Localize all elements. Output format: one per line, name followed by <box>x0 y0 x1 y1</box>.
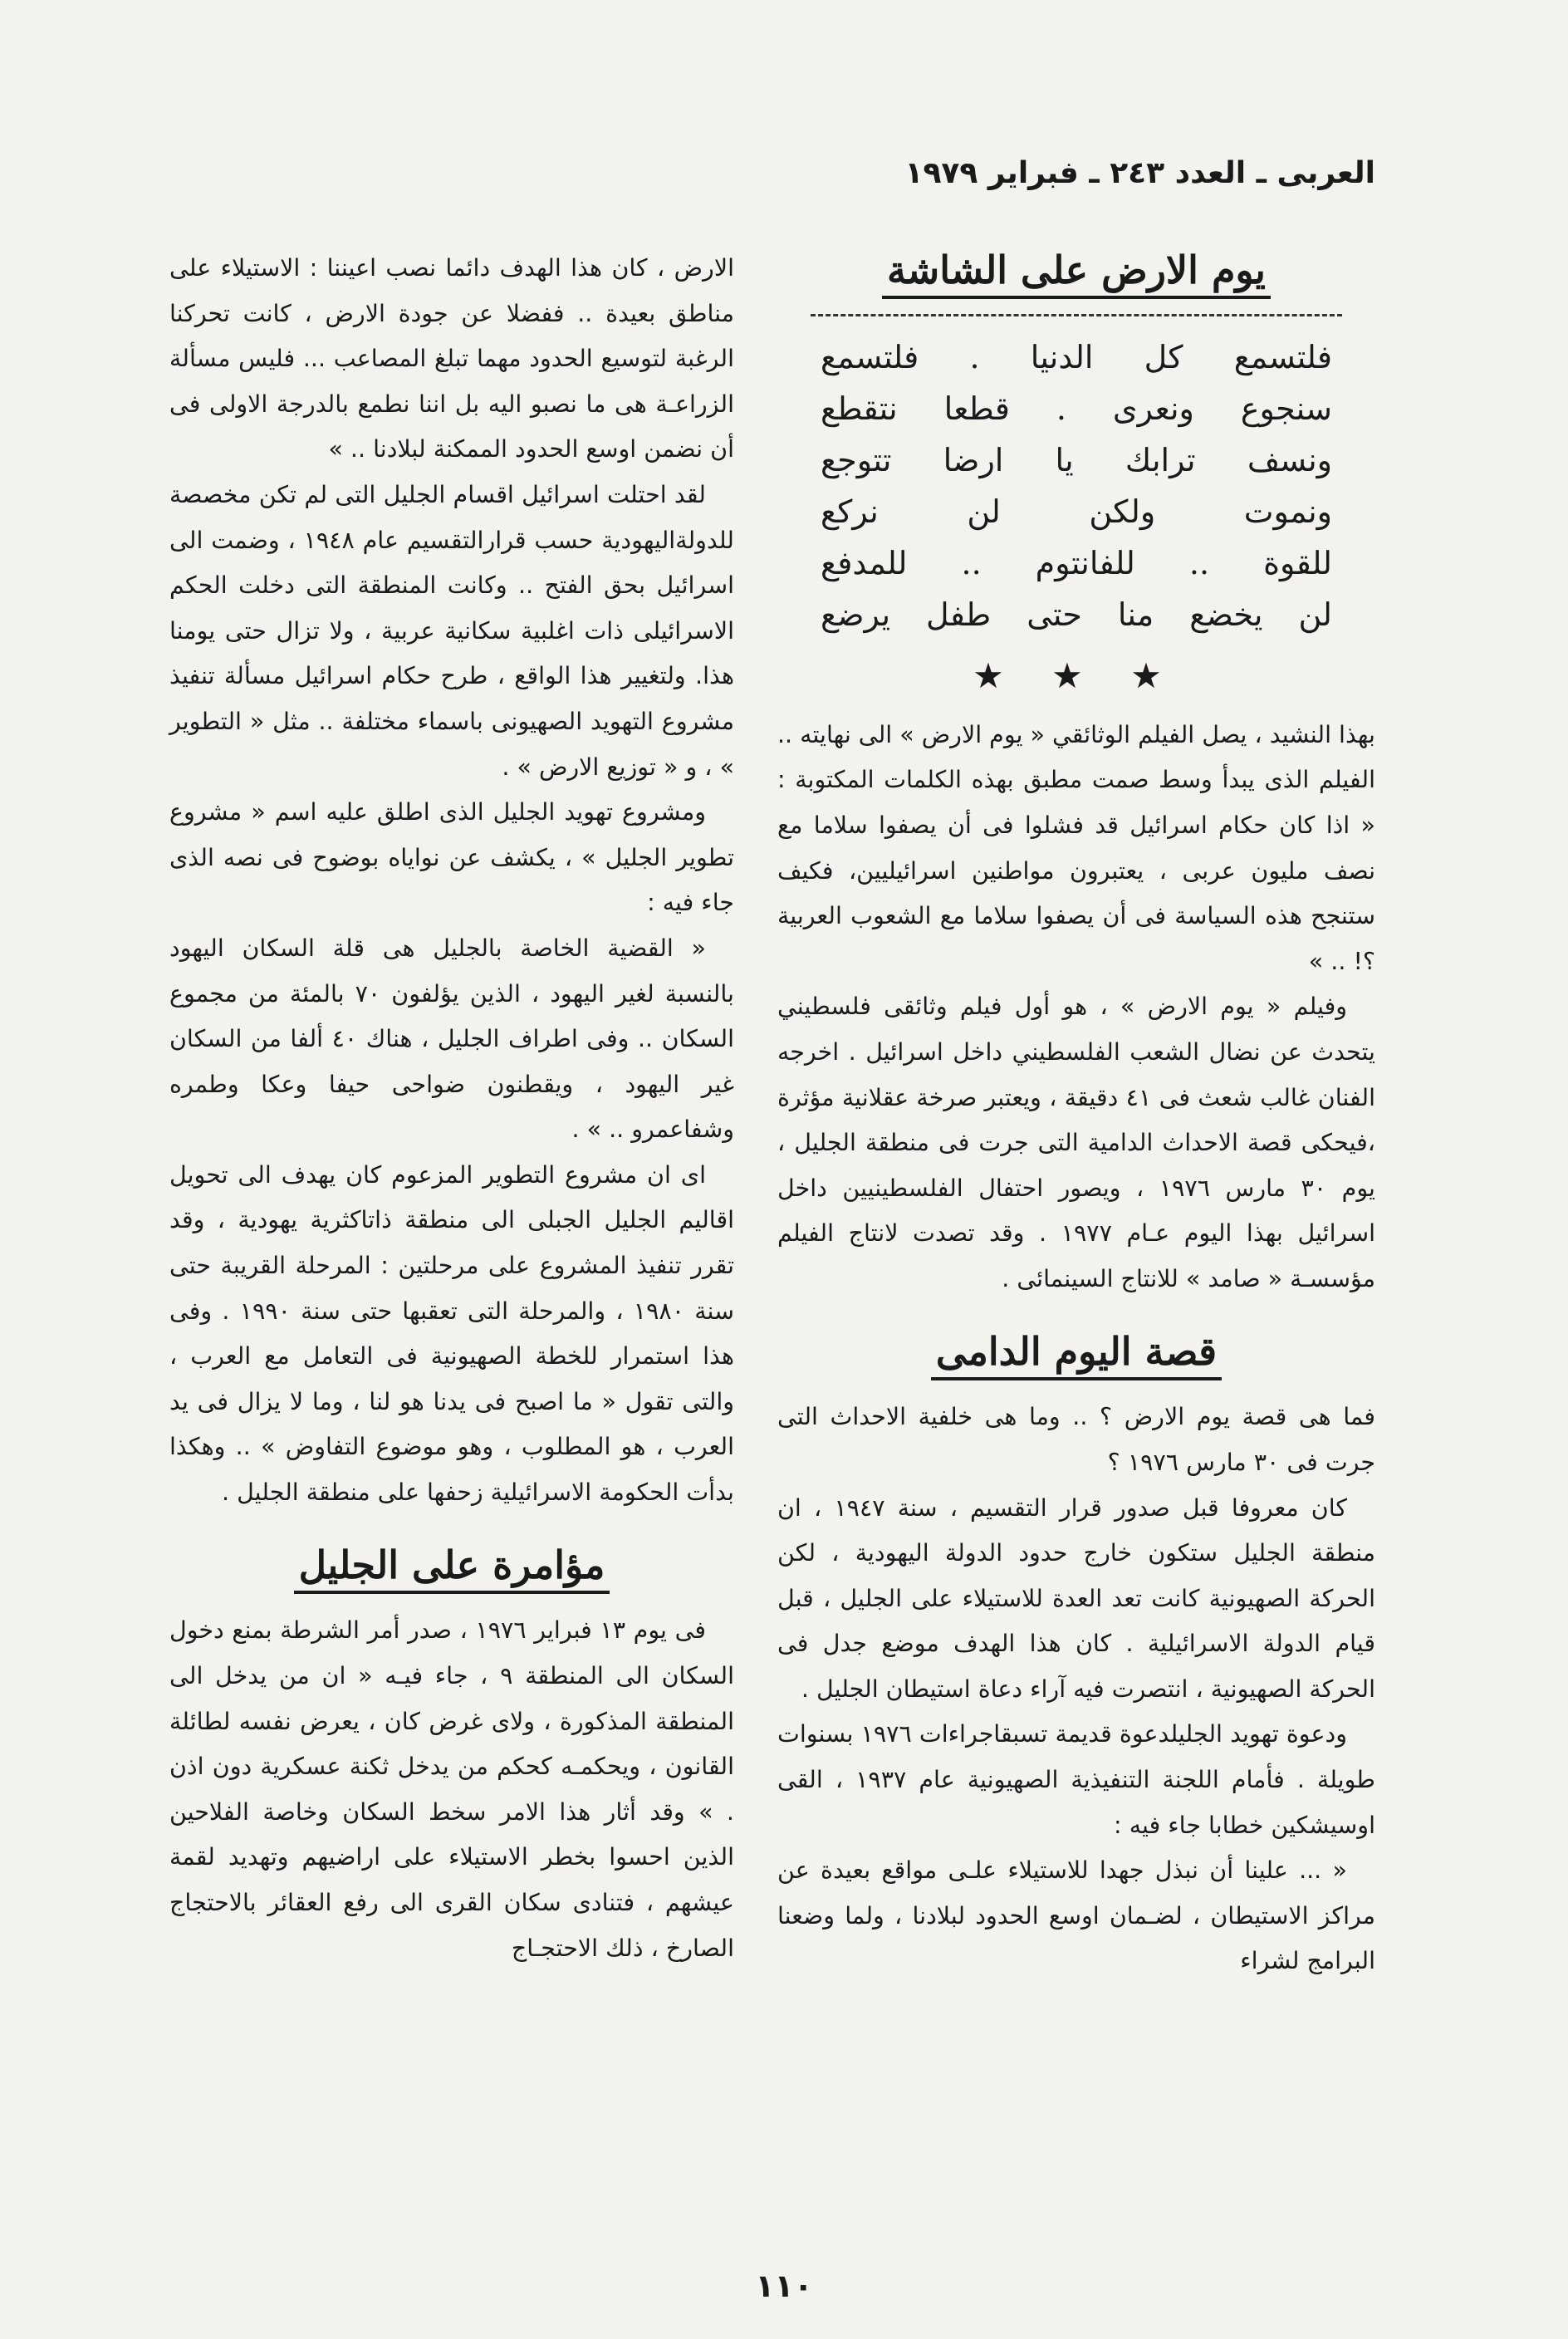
paragraph: « القضية الخاصة بالجليل هى قلة السكان اليهود بالنسبة لغير اليهود ، الذين يؤلفون ٧٠ بالمئة من مجموع السكان .. وفى اطراف الجليل ، هناك ٤٠ ألفا من السكان غير اليهود ، ويقطنون ضواحى حيفا وعكا وطمره وشفاعمرو .. » . <box>169 934 734 1144</box>
section-title-land-day-on-screen: يوم الارض على الشاشة <box>777 246 1375 296</box>
section-title-bloody-day: قصة اليوم الدامى <box>777 1327 1375 1377</box>
poem-block <box>811 314 1342 645</box>
poem-line: سنجوع ونعرى . قطعا نتقطع <box>821 390 1332 427</box>
poem-line: لن يخضع منا حتى طفل يرضع <box>821 596 1332 633</box>
paragraph: كان معروفا قبل صدور قرار التقسيم ، سنة ١٩٤٧ ، ان منطقة الجليل ستكون خارج حدود الدولة اليهودية ، لكن الحركة الصهيونية كانت تعد العدة للاستيلاء على الجليل ، قبل قيام الدولة الاسرائيلية . كان هذا الهدف موضع جدل فى الحركة الصهيونية ، انتصرت فيه آراء دعاة استيطان الجليل . <box>777 1493 1375 1703</box>
right-column <box>777 246 1375 1984</box>
paragraph: ومشروع تهويد الجليل الذى اطلق عليه اسم « مشروع تطوير الجليل » ، يكشف عن نواياه بوضوح فى نصه الذى جاء فيه : <box>169 798 734 917</box>
paragraph: ودعوة تهويد الجليلدعوة قديمة تسبقاجراءات ١٩٧٦ بسنوات طويلة . فأمام اللجنة التنفيذية الصهيونية عام ١٩٣٧ ، القى اوسيشكين خطابا جاء فيه : <box>777 1720 1375 1839</box>
paragraph: فما هى قصة يوم الارض ؟ .. وما هى خلفية الاحداث التى جرت فى ٣٠ مارس ١٩٧٦ ؟ <box>777 1403 1375 1476</box>
poem-line: فلتسمع كل الدنيا . فلتسمع <box>821 338 1332 375</box>
running-header: العربى ـ العدد ٢٤٣ ـ فبراير ١٩٧٩ <box>904 156 1375 190</box>
stars-separator: ★ ★ ★ <box>973 655 1180 696</box>
paragraph: بهذا النشيد ، يصل الفيلم الوثائقي « يوم الارض » الى نهايته .. الفيلم الذى يبدأ وسط صمت مطبق بهذه الكلمات المكتوبة : « اذا كان حكام اسرائيل قد فشلوا فى أن يصفوا سلاما مع نصف مليون عربى ، يعتبرون مواطنين اسرائيليين، فكيف ستنجح هذه السياسة فى أن يصفوا سلاما مع الشعوب العربية ؟! .. » <box>777 720 1375 975</box>
section-title-conspiracy-galilee: مؤامرة على الجليل <box>169 1541 734 1591</box>
paragraph: « ... علينا أن نبذل جهدا للاستيلاء علـى مواقع بعيدة عن مراكز الاستيطان ، لضـمان اوسع الحدود لبلادنا ، ولما وضعنا البرامج لشراء <box>777 1856 1375 1975</box>
left-column <box>169 246 734 1971</box>
poem-line: ونموت ولكن لن نركع <box>821 493 1332 530</box>
paragraph: لقد احتلت اسرائيل اقسام الجليل التى لم تكن مخصصة للدولةاليهودية حسب قرارالتقسيم عام ١٩٤٨ ، وضمت الى اسرائيل بحق الفتح .. وكانت المنطقة التى دخلت الحكم الاسرائيلى ذات اغلبية سكانية عربية ، ولا تزال حتى يومنا هذا. ولتغيير هذا الواقع ، طرح حكام اسرائيل مسألة تنفيذ مشروع التهويد الصهيونى باسماء مختلفة .. مثل « التطوير » ، و « توزيع الارض » . <box>169 480 734 781</box>
poem-line: للقوة .. للفانتوم .. للمدفع <box>821 544 1332 581</box>
poem-line: ونسف ترابك يا ارضا تتوجع <box>821 441 1332 478</box>
paragraph: وفيلم « يوم الارض » ، هو أول فيلم وثائقى فلسطيني يتحدث عن نضال الشعب الفلسطيني داخل اسرائيل . اخرجه الفنان غالب شعث فى ٤١ دقيقة ، ويعتبر صرخة عقلانية مؤثرة ،فيحكى قصة الاحداث الدامية التى جرت فى منطقة الجليل ، يوم ٣٠ مارس ١٩٧٦ ، ويصور احتفال الفلسطينيين داخل اسرائيل بهذا اليوم عـام ١٩٧٧ . وقد تصدت لانتاج الفيلم مؤسسـة « صامد » للانتاج السينمائى . <box>777 993 1376 1292</box>
paragraph: الارض ، كان هذا الهدف دائما نصب اعيننا : الاستيلاء على مناطق بعيدة .. ففضلا عن جودة الارض ، كانت تحركنا الرغبة لتوسيع الحدود مهما تبلغ المصاعب ... فليس مسألة الزراعـة هى ما نصبو اليه بل اننا نطمع بالدرجة الاولى فى أن نضمن اوسع الحدود الممكنة لبلادنا .. » <box>169 254 734 463</box>
page-number: ١١٠ <box>755 2268 813 2304</box>
paragraph: اى ان مشروع التطوير المزعوم كان يهدف الى تحويل اقاليم الجليل الجبلى الى منطقة ذاتاكثرية يهودية ، وقد تقرر تنفيذ المشروع على مرحلتين : المرحلة القريبة حتى سنة ١٩٨٠ ، والمرحلة التى تعقبها حتى سنة ١٩٩٠ . وفى هذا استمرار للخطة الصهيونية فى التعامل مع العرب ، والتى تقول « ما اصبح فى يدنا هو لنا ، وما لا يزال فى يد العرب ، هو المطلوب ، وهو موضوع التفاوض » .. وهكذا بدأت الحكومة الاسرائيلية زحفها على منطقة الجليل . <box>169 1160 734 1507</box>
paragraph: فى يوم ١٣ فبراير ١٩٧٦ ، صدر أمر الشرطة بمنع دخول السكان الى المنطقة ٩ ، جاء فيـه « ان من يدخل الى المنطقة المذكورة ، ولاى غرض كان ، يعرض نفسه لطائلة القانون ، ويحكمـه كحكم من يدخل ثكنة عسكرية دون اذن . » وقد أثار هذا الامر سخط السكان وخاصة الفلاحين الذين احسوا بخطر الاستيلاء على اراضيهم وتهديد لقمة عيشهم ، فتنادى سكان القرى الى رفع العقائر بالاحتجاج الصارخ ، ذلك الاحتجـاج <box>169 1616 734 1962</box>
